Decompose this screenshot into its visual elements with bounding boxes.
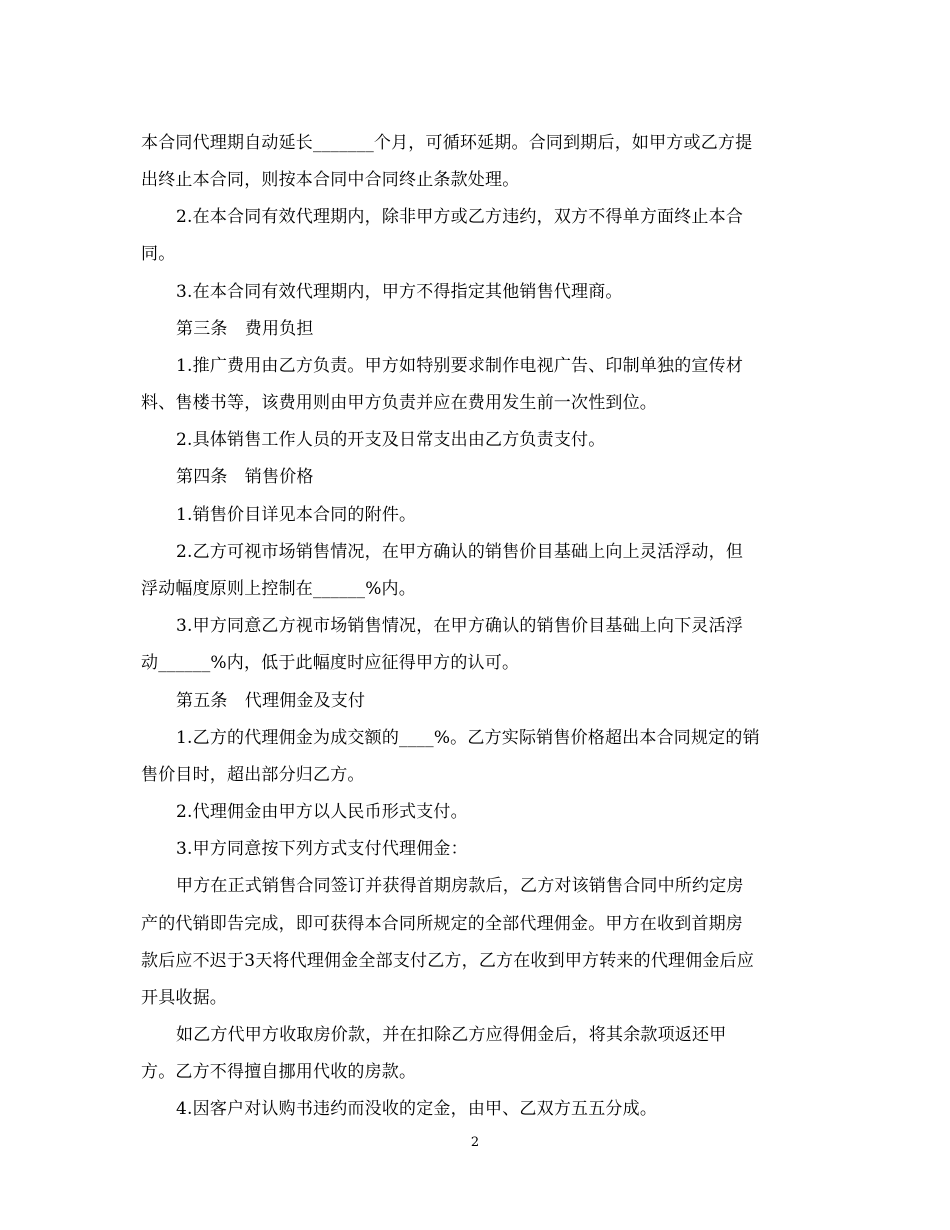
text-line: 4.因客户对认购书违约而没收的定金，由甲、乙双方五五分成。 (176, 1099, 658, 1119)
text-line: 本合同代理期自动延长_______个月，可循环延期。合同到期后，如甲方或乙方提 (141, 133, 753, 153)
text-line: 3.甲方同意乙方视市场销售情况，在甲方确认的销售价目基础上向下灵活浮 (176, 616, 744, 636)
text-line: 2.在本合同有效代理期内，除非甲方或乙方违约，双方不得单方面终止本合 (176, 207, 744, 227)
text-line: 1.销售价目详见本合同的附件。 (176, 505, 417, 525)
text-line: 3.甲方同意按下列方式支付代理佣金： (176, 839, 468, 859)
text-line: 产的代销即告完成，即可获得本合同所规定的全部代理佣金。甲方在收到首期房 (141, 914, 743, 934)
text-line: 开具收据。 (141, 988, 227, 1008)
text-line: 售价目时，超出部分归乙方。 (141, 765, 365, 785)
text-line: 1.乙方的代理佣金为成交额的____%。乙方实际销售价格超出本合同规定的销 (176, 728, 760, 748)
text-line: 动______%内，低于此幅度时应征得甲方的认可。 (141, 653, 520, 673)
text-line: 同。 (141, 244, 176, 264)
text-line: 3.在本合同有效代理期内，甲方不得指定其他销售代理商。 (176, 282, 623, 302)
page-number: 2 (470, 1135, 480, 1150)
text-line: 款后应不迟于3天将代理佣金全部支付乙方，乙方在收到甲方转来的代理佣金后应 (141, 951, 755, 971)
text-line: 甲方在正式销售合同签订并获得首期房款后，乙方对该销售合同中所约定房 (176, 876, 744, 896)
text-line: 1.推广费用由乙方负责。甲方如特别要求制作电视广告、印制单独的宣传材 (176, 356, 744, 376)
section-heading: 第三条 费用负担 (176, 319, 314, 339)
text-line: 方。乙方不得擅自挪用代收的房款。 (141, 1062, 417, 1082)
text-line: 2.代理佣金由甲方以人民币形式支付。 (176, 802, 468, 822)
text-line: 出终止本合同，则按本合同中合同终止条款处理。 (141, 170, 520, 190)
text-line: 2.乙方可视市场销售情况，在甲方确认的销售价目基础上向上灵活浮动，但 (176, 542, 744, 562)
text-line: 2.具体销售工作人员的开支及日常支出由乙方负责支付。 (176, 430, 606, 450)
text-line: 料、售楼书等，该费用则由甲方负责并应在费用发生前一次性到位。 (141, 393, 657, 413)
text-line: 浮动幅度原则上控制在______%内。 (141, 579, 416, 599)
section-heading: 第四条 销售价格 (176, 467, 314, 487)
text-line: 如乙方代甲方收取房价款，并在扣除乙方应得佣金后，将其余款项返还甲 (176, 1025, 727, 1045)
section-heading: 第五条 代理佣金及支付 (176, 691, 366, 711)
